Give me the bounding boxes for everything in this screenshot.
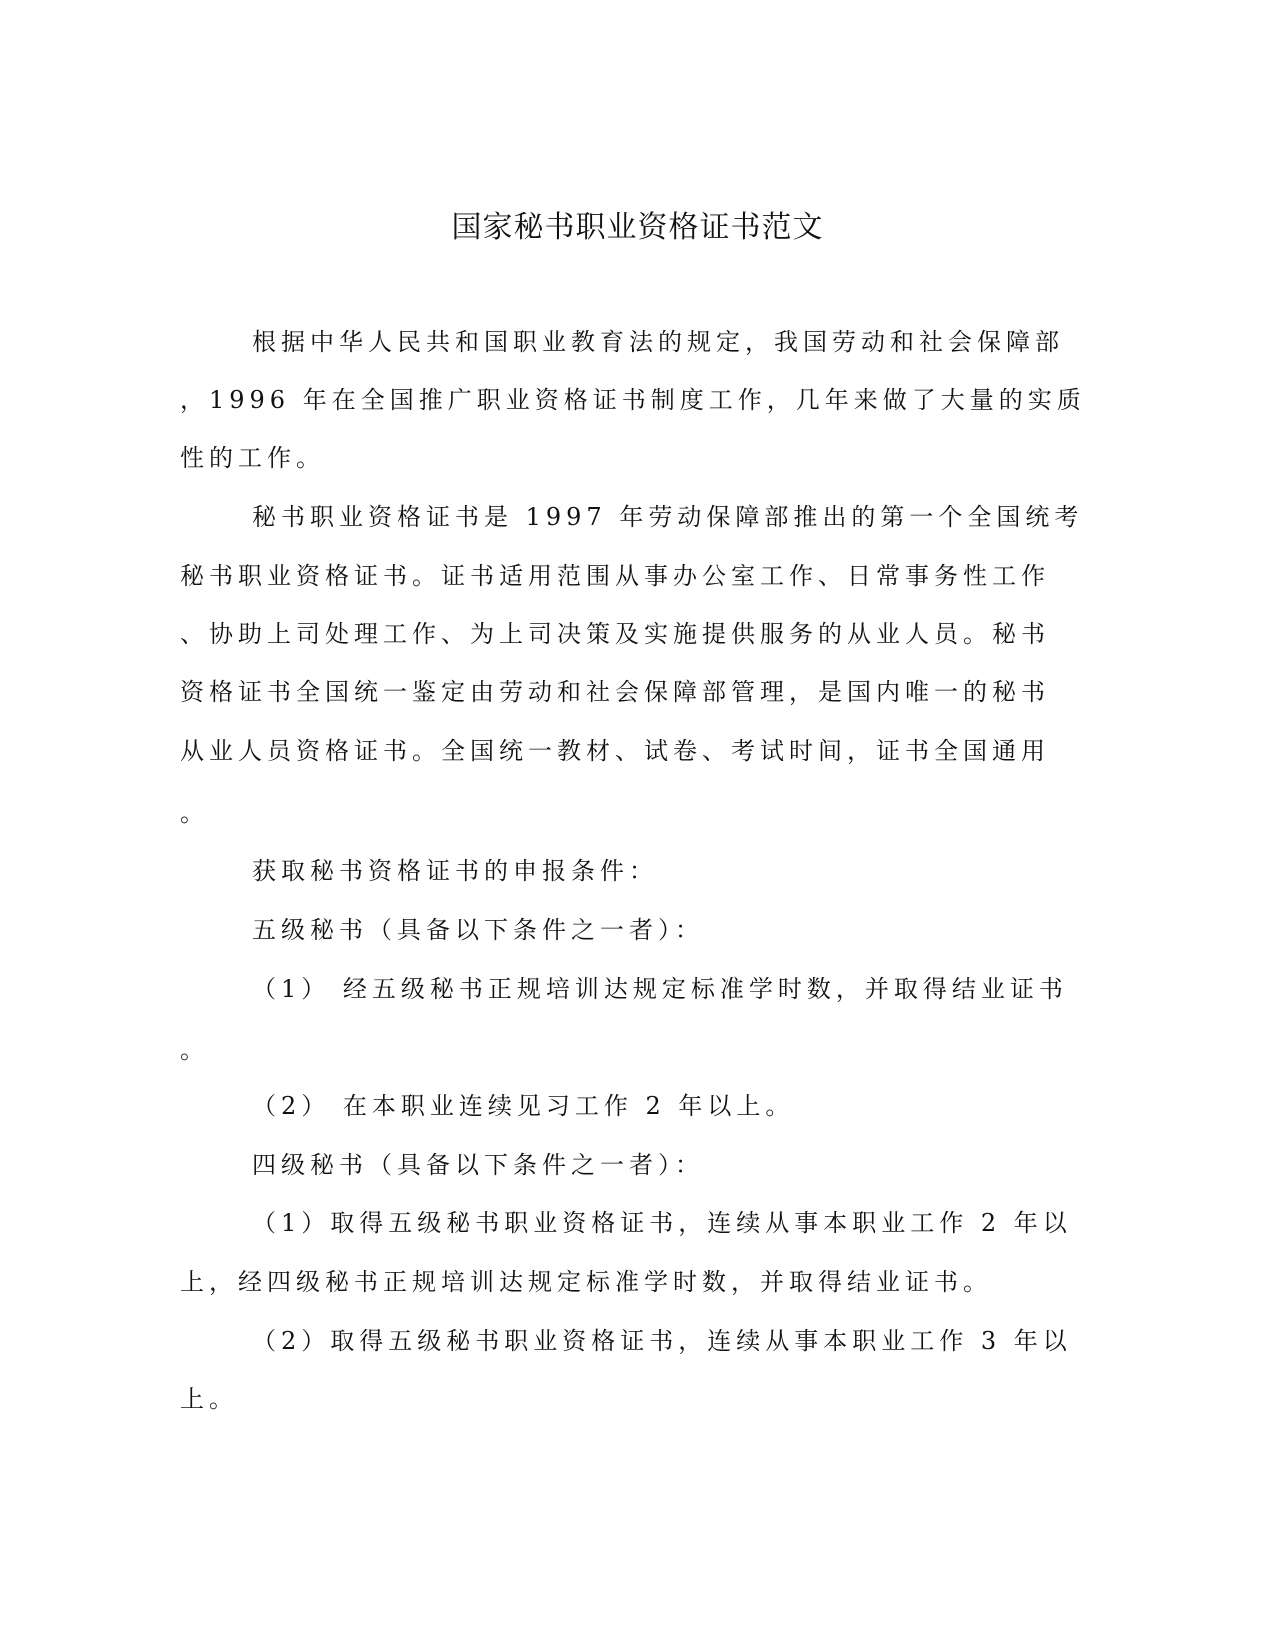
text-line: ，1996 年在全国推广职业资格证书制度工作，几年来做了大量的实质 [180,386,1086,414]
text-line: 。 [180,1036,209,1064]
text-line: 性的工作。 [180,444,325,472]
text-line: （1）取得五级秘书职业资格证书，连续从事本职业工作 2 年以 [252,1209,1072,1237]
text-line: 资格证书全国统一鉴定由劳动和社会保障部管理，是国内唯一的秘书 [180,678,1050,706]
text-line: 秘书职业资格证书是 1997 年劳动保障部推出的第一个全国统考 [252,503,1084,531]
text-line: 五级秘书（具备以下条件之一者）： [252,916,704,944]
text-line: （2）取得五级秘书职业资格证书，连续从事本职业工作 3 年以 [252,1327,1072,1355]
text-line: 根据中华人民共和国职业教育法的规定，我国劳动和社会保障部 [252,328,1064,356]
text-line: 上。 [180,1385,238,1413]
text-line: （1） 经五级秘书正规培训达规定标准学时数，并取得结业证书 [252,975,1068,1003]
document-title: 国家秘书职业资格证书范文 [451,210,824,245]
text-line: 上，经四级秘书正规培训达规定标准学时数，并取得结业证书。 [180,1268,992,1296]
text-line: 。 [180,799,209,827]
text-line: 四级秘书（具备以下条件之一者）： [252,1151,704,1179]
text-line: （2） 在本职业连续见习工作 2 年以上。 [252,1092,795,1120]
text-line: 从业人员资格证书。全国统一教材、试卷、考试时间，证书全国通用 [180,737,1050,765]
text-line: 、协助上司处理工作、为上司决策及实施提供服务的从业人员。秘书 [180,620,1050,648]
text-line: 获取秘书资格证书的申报条件： [252,857,658,885]
text-line: 秘书职业资格证书。证书适用范围从事办公室工作、日常事务性工作 [180,562,1050,590]
